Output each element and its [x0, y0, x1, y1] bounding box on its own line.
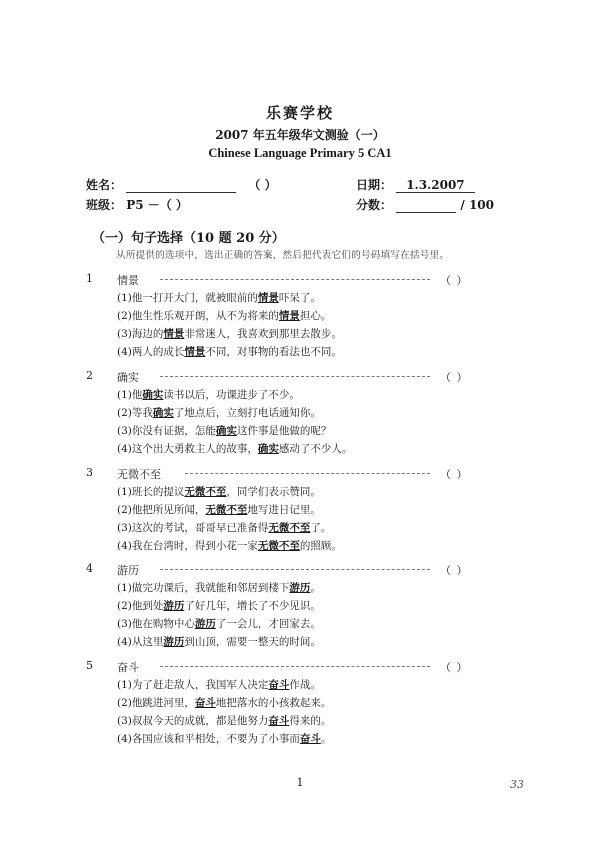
option-2: (2)他生性乐观开朗，从不为将来的情景担心。	[117, 310, 332, 322]
exam-title: 2007 年五年级华文测验（一）	[215, 128, 385, 142]
answer-line	[185, 473, 430, 474]
answer-line	[160, 279, 430, 280]
exam-subtitle: Chinese Language Primary 5 CA1	[208, 146, 392, 160]
date-row	[356, 176, 475, 193]
score-label: 分数：	[356, 198, 393, 212]
question-word: 游历	[117, 564, 139, 577]
option-1: (1)他确实读书以后，功课进步了不少。	[117, 389, 300, 401]
question-number: 3	[86, 466, 93, 479]
option-3: (3)他在购物中心游历了一会儿，才回家去。	[117, 618, 321, 630]
index-paren: （ ）	[248, 178, 277, 192]
option-3: (3)这次的考试，哥哥早已准备得无微不至了。	[117, 522, 332, 534]
corner-mark: 33	[510, 778, 524, 791]
question-word: 奋斗	[117, 661, 139, 674]
section-instruction: 从所提供的选项中，选出正确的答案，然后把代表它们的号码填写在括号里。	[116, 250, 450, 261]
option-4: (4)各国应该和平相处，不要为了小事而奋斗。	[117, 733, 332, 745]
name-blank	[126, 180, 236, 193]
answer-line	[160, 666, 430, 667]
option-4: (4)我在台湾时，得到小花一家无微不至的照顾。	[117, 540, 342, 552]
date-value: 1.3.2007	[396, 178, 474, 193]
class-value: P5 －（ ）	[126, 198, 188, 212]
question-number: 5	[86, 659, 93, 672]
answer-line	[160, 376, 430, 377]
option-3: (3)叔叔今天的成就，都是他努力奋斗得来的。	[117, 715, 332, 727]
class-row	[86, 196, 188, 213]
score-row	[356, 196, 494, 213]
question-number: 2	[86, 369, 93, 382]
option-4: (4)从这里游历到山顶，需要一整天的时间。	[117, 636, 321, 648]
option-2: (2)他跳进河里，奋斗地把落水的小孩救起来。	[117, 697, 332, 709]
score-total: / 100	[460, 198, 494, 212]
option-3: (3)海边的情景非常迷人，我喜欢到那里去散步。	[117, 328, 342, 340]
name-row	[86, 176, 277, 193]
option-2: (2)等我确实了地点后，立刻打电话通知你。	[117, 407, 321, 419]
answer-paren: （ ）	[440, 371, 469, 384]
answer-paren: （ ）	[440, 468, 469, 481]
name-label: 姓名：	[86, 178, 123, 192]
question-word: 确实	[117, 371, 139, 384]
option-1: (1)做完功课后，我就能和邻居到楼下游历。	[117, 582, 321, 594]
answer-line	[160, 569, 430, 570]
option-1: (1)班长的提议无微不至，同学们表示赞同。	[117, 486, 321, 498]
option-1: (1)为了赶走敌人，我国军人决定奋斗作战。	[117, 679, 321, 691]
answer-paren: （ ）	[440, 274, 469, 287]
date-label: 日期：	[356, 178, 393, 192]
question-word: 无微不至	[117, 468, 161, 481]
answer-paren: （ ）	[440, 661, 469, 674]
class-label: 班级：	[86, 198, 123, 212]
option-1: (1)他一打开大门，就被眼前的情景吓呆了。	[117, 292, 321, 304]
question-number: 4	[86, 562, 93, 575]
answer-paren: （ ）	[440, 564, 469, 577]
school-name: 乐赛学校	[265, 104, 334, 122]
question-word: 情景	[117, 274, 139, 287]
option-3: (3)你没有证据，怎能确实这件事是他做的呢？	[117, 425, 332, 437]
score-blank	[396, 200, 456, 213]
question-number: 1	[86, 272, 93, 285]
option-2: (2)他把所见所闻，无微不至地写进日记里。	[117, 504, 321, 516]
option-2: (2)他到处游历了好几年，增长了不少见识。	[117, 600, 321, 612]
option-4: (4)这个出大勇救主人的故事，确实感动了不少人。	[117, 443, 353, 455]
section-title: （一）句子选择（10 题 20 分）	[92, 231, 285, 246]
page-number: 1	[296, 776, 304, 789]
option-4: (4)两人的成长情景不同，对事物的看法也不同。	[117, 346, 342, 358]
